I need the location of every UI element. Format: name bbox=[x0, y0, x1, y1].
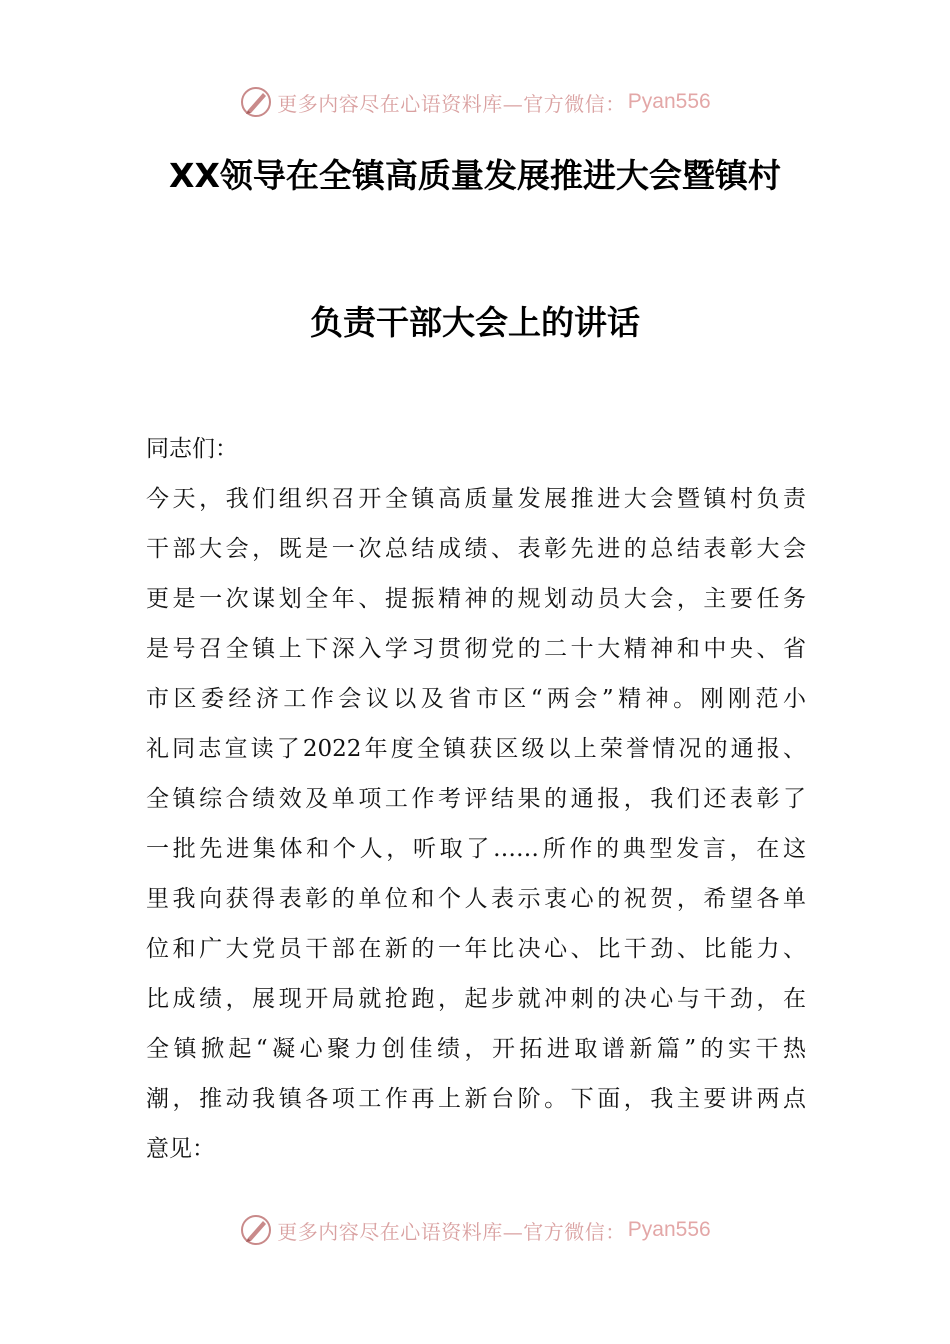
paragraph-line: 全镇掀起“凝心聚力创佳绩，开拓进取谱新篇”的实干热 bbox=[146, 1036, 806, 1062]
paragraph-line: 比成绩，展现开局就抢跑，起步就冲刺的决心与干劲，在 bbox=[146, 986, 806, 1012]
salutation-text: 同志们： bbox=[146, 436, 238, 462]
pen-logo-icon bbox=[239, 1213, 273, 1247]
paragraph-line: 市区委经济工作会议以及省市区“两会”精神。刚刚范小 bbox=[146, 686, 806, 712]
watermark-banner-bottom bbox=[0, 1208, 950, 1252]
paragraph-line: 位和广大党员干部在新的一年比决心、比干劲、比能力、 bbox=[146, 936, 806, 962]
watermark-id: Pyan556 bbox=[627, 90, 711, 113]
watermark-text: 更多内容尽在心语资料库—官方微信： bbox=[277, 91, 626, 116]
watermark-text: 更多内容尽在心语资料库—官方微信： bbox=[277, 1219, 626, 1244]
paragraph-line: 一批先进集体和个人，听取了……所作的典型发言，在这 bbox=[146, 836, 806, 862]
body-paragraph bbox=[146, 474, 806, 1174]
salutation bbox=[146, 424, 806, 474]
paragraph-line: 潮，推动我镇各项工作再上新台阶。下面，我主要讲两点 bbox=[146, 1086, 806, 1112]
watermark-id: Pyan556 bbox=[627, 1218, 711, 1241]
watermark-banner-top bbox=[0, 80, 950, 124]
paragraph-line: 今天，我们组织召开全镇高质量发展推进大会暨镇村负责 bbox=[146, 486, 806, 512]
paragraph-line: 全镇综合绩效及单项工作考评结果的通报，我们还表彰了 bbox=[146, 786, 806, 812]
paragraph-line: 里我向获得表彰的单位和个人表示衷心的祝贺，希望各单 bbox=[146, 886, 806, 912]
document-title-line-2: 负责干部大会上的讲话 bbox=[310, 303, 640, 342]
paragraph-line: 是号召全镇上下深入学习贯彻党的二十大精神和中央、省 bbox=[146, 636, 806, 662]
document-title-line-1: XX领导在全镇高质量发展推进大会暨镇村 bbox=[169, 156, 781, 195]
paragraph-line: 更是一次谋划全年、提振精神的规划动员大会，主要任务 bbox=[146, 586, 806, 612]
paragraph-line: 礼同志宣读了2022年度全镇获区级以上荣誉情况的通报、 bbox=[146, 736, 806, 762]
paragraph-line-last: 意见： bbox=[146, 1136, 215, 1162]
pen-logo-icon bbox=[239, 85, 273, 119]
paragraph-line: 干部大会，既是一次总结成绩、表彰先进的总结表彰大会 bbox=[146, 536, 806, 562]
